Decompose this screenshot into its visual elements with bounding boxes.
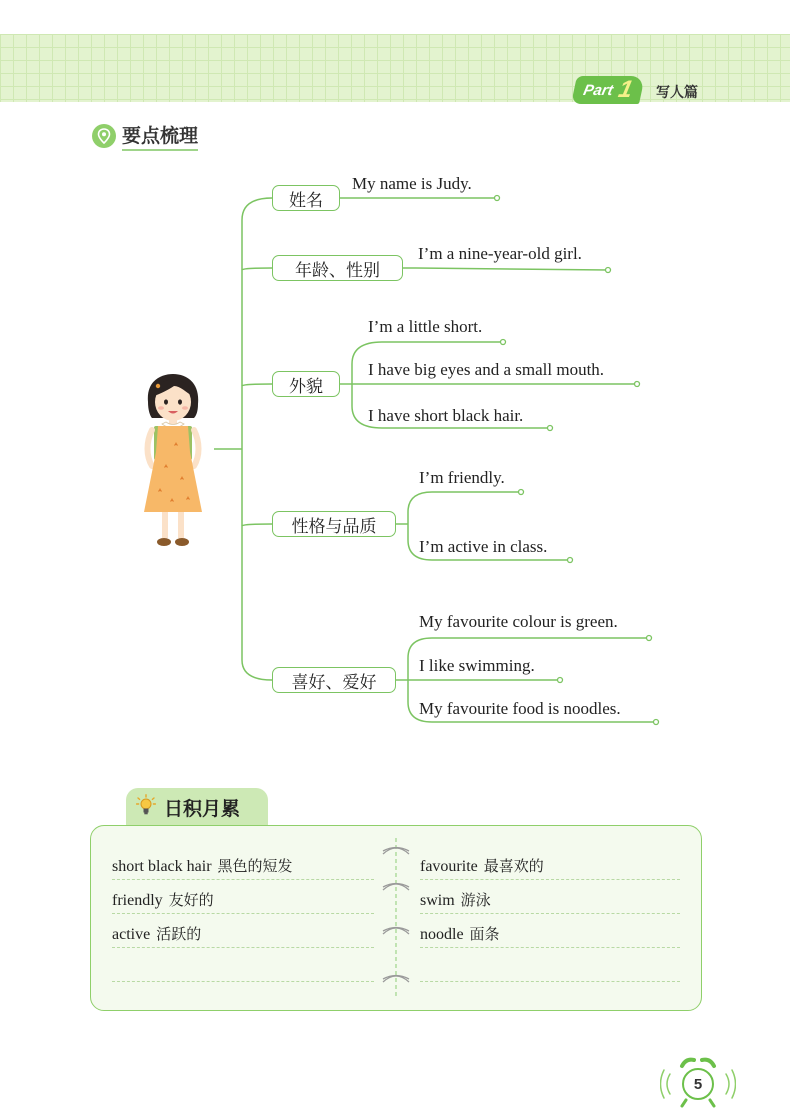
section-title bbox=[92, 122, 198, 150]
mindmap-item: I’m friendly. bbox=[419, 468, 505, 487]
vocab-zh: 友好的 bbox=[168, 891, 214, 909]
vocab-row-empty bbox=[112, 948, 374, 982]
mindmap-node-appearance: 外貌 bbox=[272, 371, 340, 397]
lightbulb-icon bbox=[136, 794, 156, 821]
vocab-en: active bbox=[112, 926, 151, 943]
vocab-row bbox=[420, 914, 680, 948]
part-badge bbox=[571, 76, 645, 104]
vocab-row bbox=[420, 846, 680, 880]
page-number-badge bbox=[660, 1052, 736, 1108]
vocab-tab bbox=[126, 788, 268, 826]
vocab-row bbox=[112, 914, 374, 948]
vocab-en: swim bbox=[420, 892, 455, 909]
mindmap-item: I have short black hair. bbox=[368, 406, 524, 425]
vocab-row bbox=[112, 846, 374, 880]
vocab-row bbox=[420, 880, 680, 914]
vocab-en: friendly bbox=[112, 892, 163, 909]
vocab-zh: 黑色的短发 bbox=[217, 857, 293, 875]
part-title: 写人篇 bbox=[656, 84, 698, 100]
vocab-row bbox=[112, 880, 374, 914]
vocab-zh: 游泳 bbox=[460, 891, 491, 909]
mindmap-node-hobbies: 喜好、爱好 bbox=[272, 667, 396, 693]
page-top-margin bbox=[0, 0, 790, 34]
mindmap-item: I’m a nine-year-old girl. bbox=[418, 244, 582, 263]
vocab-zh: 面条 bbox=[469, 925, 500, 943]
mindmap-node-age-gender: 年龄、性别 bbox=[272, 255, 403, 281]
mindmap-node-personality: 性格与品质 bbox=[272, 511, 396, 537]
mindmap-item: I have big eyes and a small mouth. bbox=[368, 360, 605, 379]
mindmap-item: My name is Judy. bbox=[352, 174, 472, 193]
mind-map-lines bbox=[0, 160, 790, 740]
part-number: 1 bbox=[616, 76, 636, 103]
vocab-title: 日积月累 bbox=[164, 797, 241, 820]
mindmap-item: I’m active in class. bbox=[419, 537, 548, 556]
mindmap-item: My favourite colour is green. bbox=[419, 612, 618, 631]
mindmap-item: I like swimming. bbox=[419, 656, 535, 675]
page-number: 5 bbox=[682, 1068, 714, 1100]
vocab-zh: 最喜欢的 bbox=[483, 857, 544, 875]
notebook-spine bbox=[380, 838, 412, 998]
location-pin-icon bbox=[92, 124, 116, 148]
mindmap-item: My favourite food is noodles. bbox=[419, 699, 621, 718]
vocab-en: favourite bbox=[420, 858, 478, 875]
mindmap-item: I’m a little short. bbox=[368, 317, 483, 336]
vocab-en: short black hair bbox=[112, 858, 212, 875]
mindmap-node-name: 姓名 bbox=[272, 185, 340, 211]
vocab-en: noodle bbox=[420, 926, 464, 943]
vocab-row-empty bbox=[420, 948, 680, 982]
section-title-text: 要点梳理 bbox=[122, 121, 198, 151]
part-word: Part bbox=[581, 81, 615, 99]
vocab-zh: 活跃的 bbox=[156, 925, 202, 943]
